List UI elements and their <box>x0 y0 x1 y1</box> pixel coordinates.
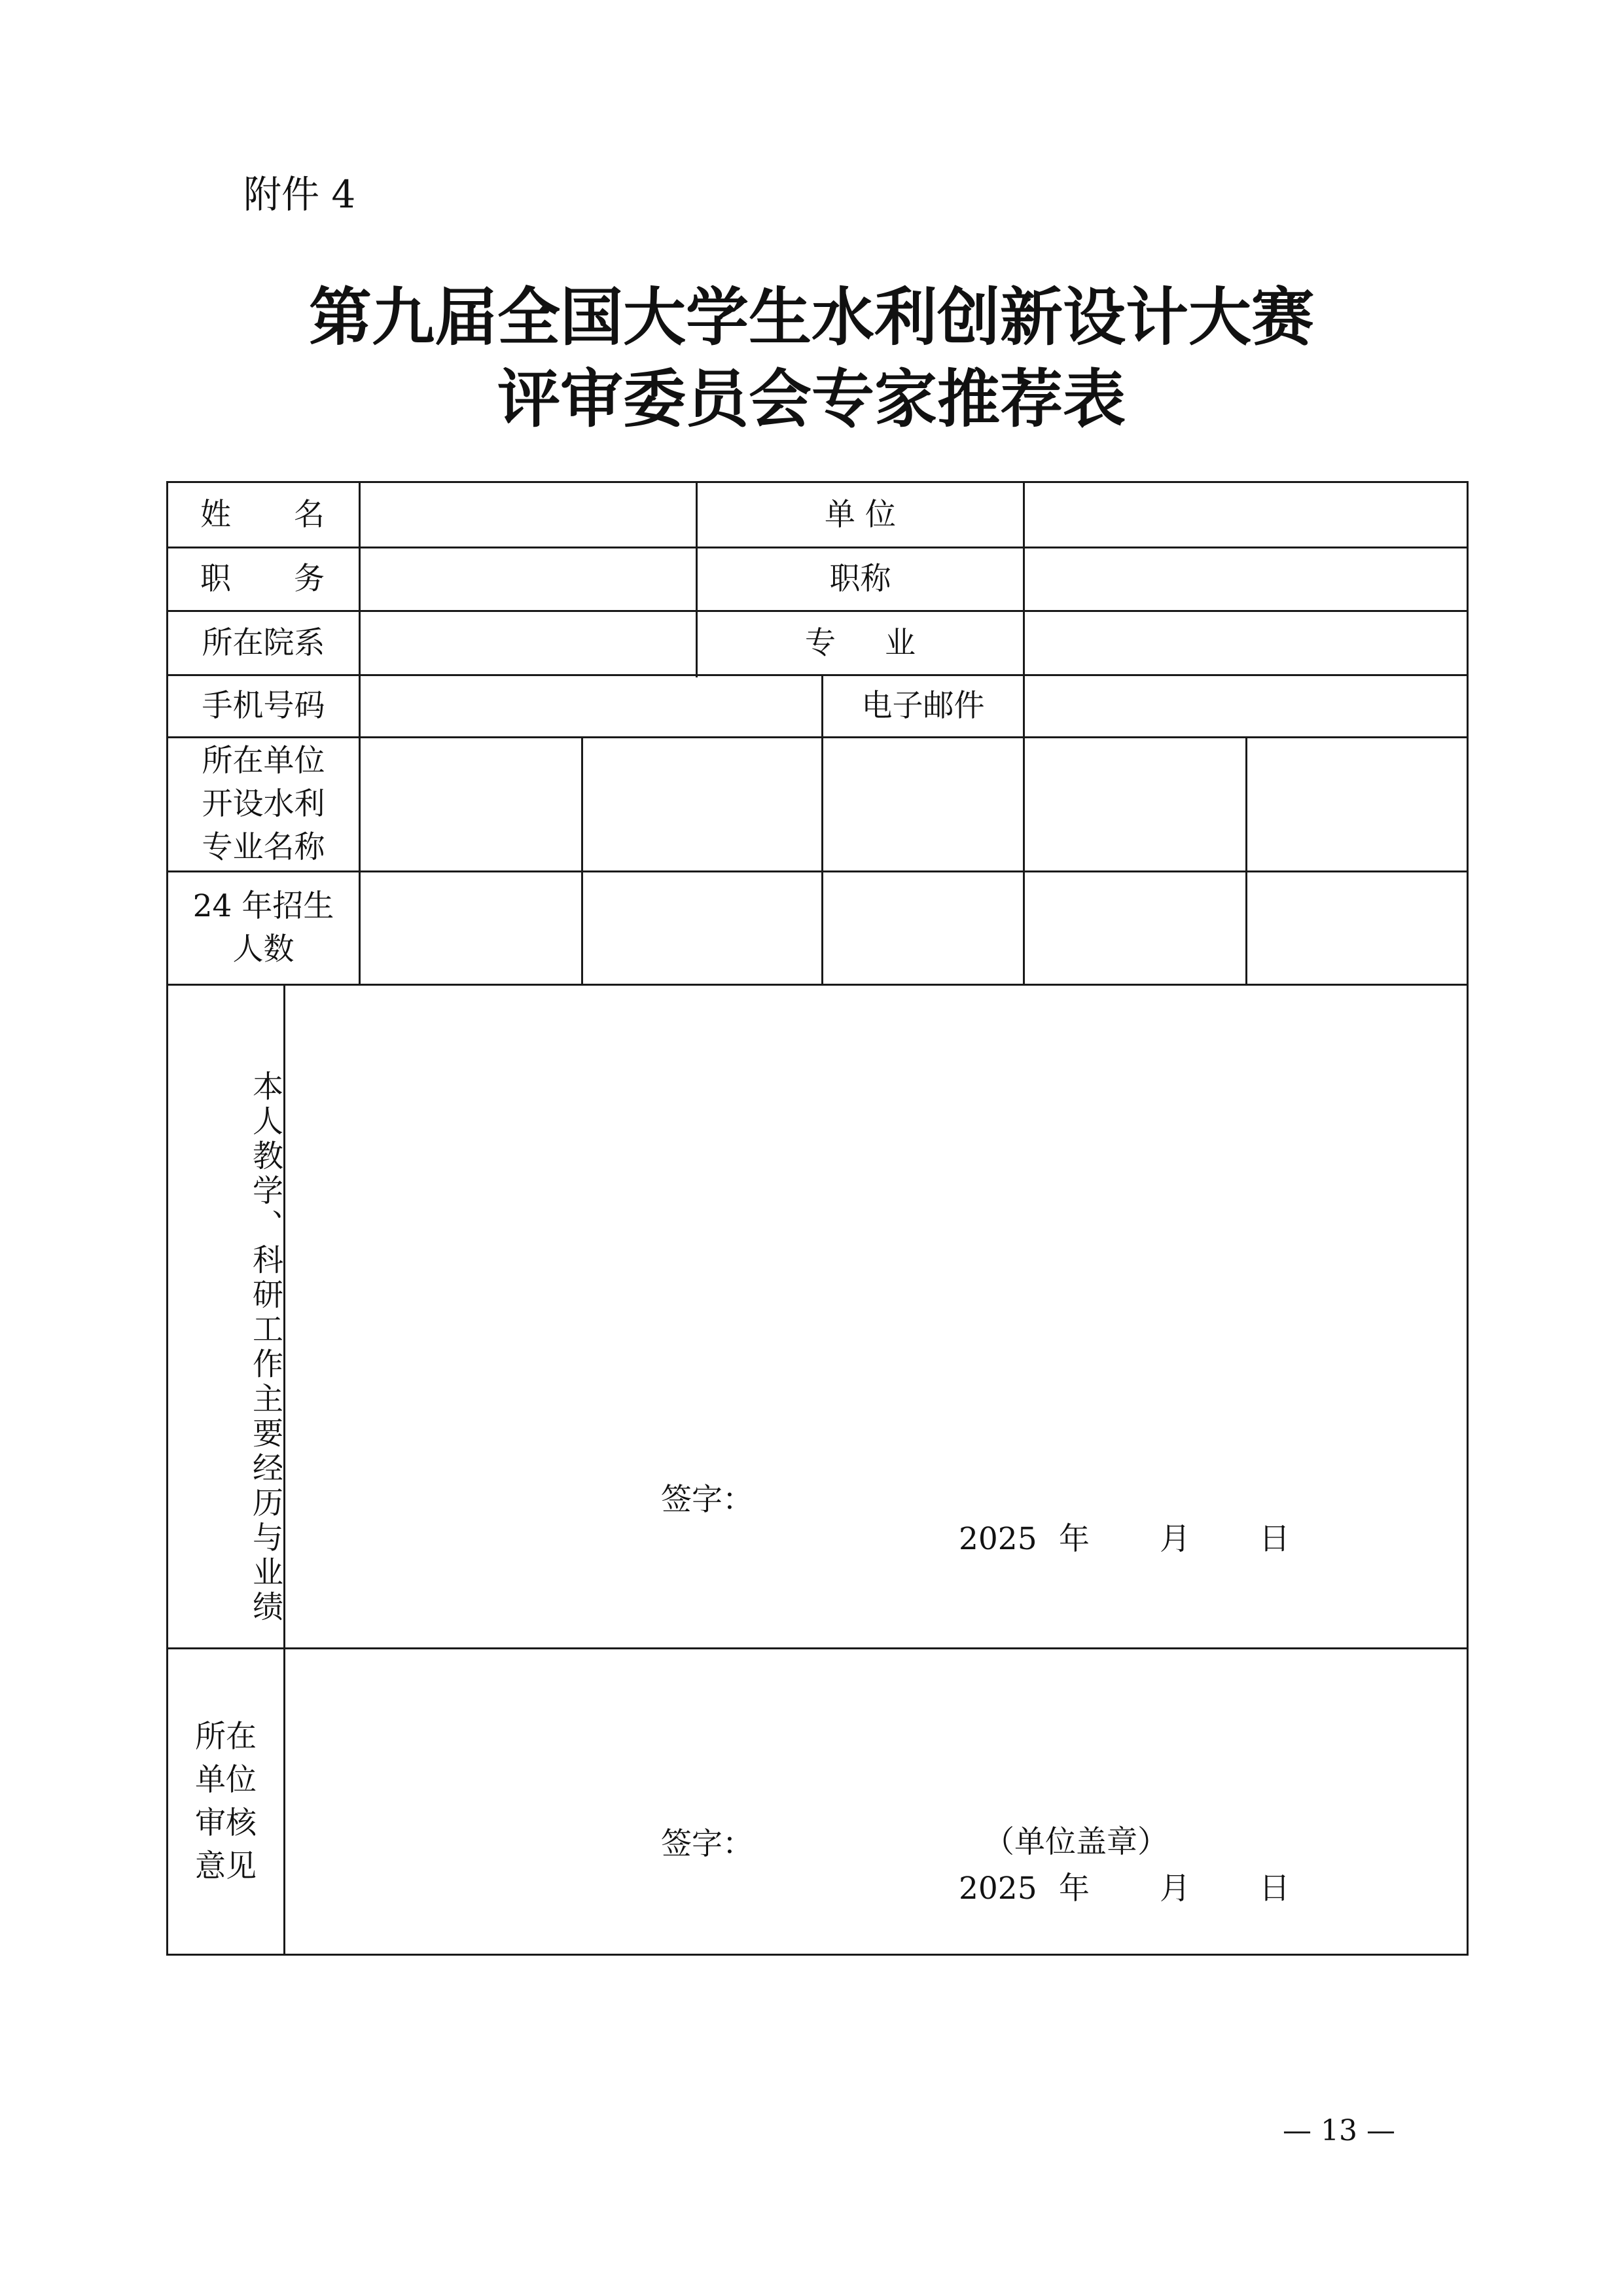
experience-label: 本人教学、科研工作主要经历与业绩 <box>247 1069 283 1625</box>
unit-stamp-label: （单位盖章） <box>984 1824 1168 1860</box>
phone-field[interactable] <box>361 676 821 736</box>
enrollment-field-2[interactable] <box>583 872 821 984</box>
unit-label: 单 位 <box>825 496 896 533</box>
experience-sign-label: 签字： <box>661 1482 753 1518</box>
major-field[interactable] <box>1025 612 1467 674</box>
name-field[interactable] <box>361 483 696 547</box>
review-date-year: 2025 <box>959 1871 1037 1907</box>
form-title-line-1: 第九届全国大学生水利创新设计大赛 <box>309 280 1314 354</box>
major-name-field-2[interactable] <box>583 738 821 870</box>
experience-date-year: 2025 <box>959 1521 1037 1557</box>
department-field[interactable] <box>361 612 696 674</box>
majors-label: 所在单位 开设水利 专业名称 <box>202 743 325 865</box>
enrollment-label: 24 年招生 人数 <box>192 888 334 967</box>
enrollment-field-5[interactable] <box>1247 872 1467 984</box>
review-sign-label: 签字： <box>661 1826 753 1862</box>
table-border-right <box>1467 481 1469 1956</box>
experience-date-year-unit: 年 <box>1059 1521 1090 1557</box>
enrollment-field-4[interactable] <box>1025 872 1245 984</box>
experience-date-month-unit: 月 <box>1160 1521 1190 1557</box>
title-rank-label: 职称 <box>829 561 891 597</box>
duty-label: 职 务 <box>200 561 325 597</box>
form-title-line-2: 评审委员会专家推荐表 <box>497 362 1126 436</box>
major-name-field-4[interactable] <box>1025 738 1245 870</box>
major-name-field-5[interactable] <box>1247 738 1467 870</box>
major-name-field-3[interactable] <box>823 738 1023 870</box>
review-date-day-unit: 日 <box>1259 1871 1290 1907</box>
name-label: 姓 名 <box>200 496 325 533</box>
title-rank-field[interactable] <box>1025 548 1467 610</box>
unit-field[interactable] <box>1025 483 1467 547</box>
page-number: — 13 — <box>1283 2114 1395 2147</box>
phone-label: 手机号码 <box>202 688 325 724</box>
attachment-label: 附件 4 <box>243 172 356 217</box>
major-name-field-1[interactable] <box>361 738 581 870</box>
enrollment-field-3[interactable] <box>823 872 1023 984</box>
review-label: 所在 单位 审核 意见 <box>195 1718 257 1884</box>
experience-date-day-unit: 日 <box>1259 1521 1290 1557</box>
enrollment-field-1[interactable] <box>361 872 581 984</box>
table-border-bottom <box>166 1954 1469 1956</box>
major-label: 专 业 <box>805 624 916 661</box>
email-field[interactable] <box>1025 676 1467 736</box>
review-date-month-unit: 月 <box>1160 1871 1190 1907</box>
department-label: 所在院系 <box>202 624 325 661</box>
email-label: 电子邮件 <box>861 688 985 724</box>
review-date-year-unit: 年 <box>1059 1871 1090 1907</box>
duty-field[interactable] <box>361 548 696 610</box>
